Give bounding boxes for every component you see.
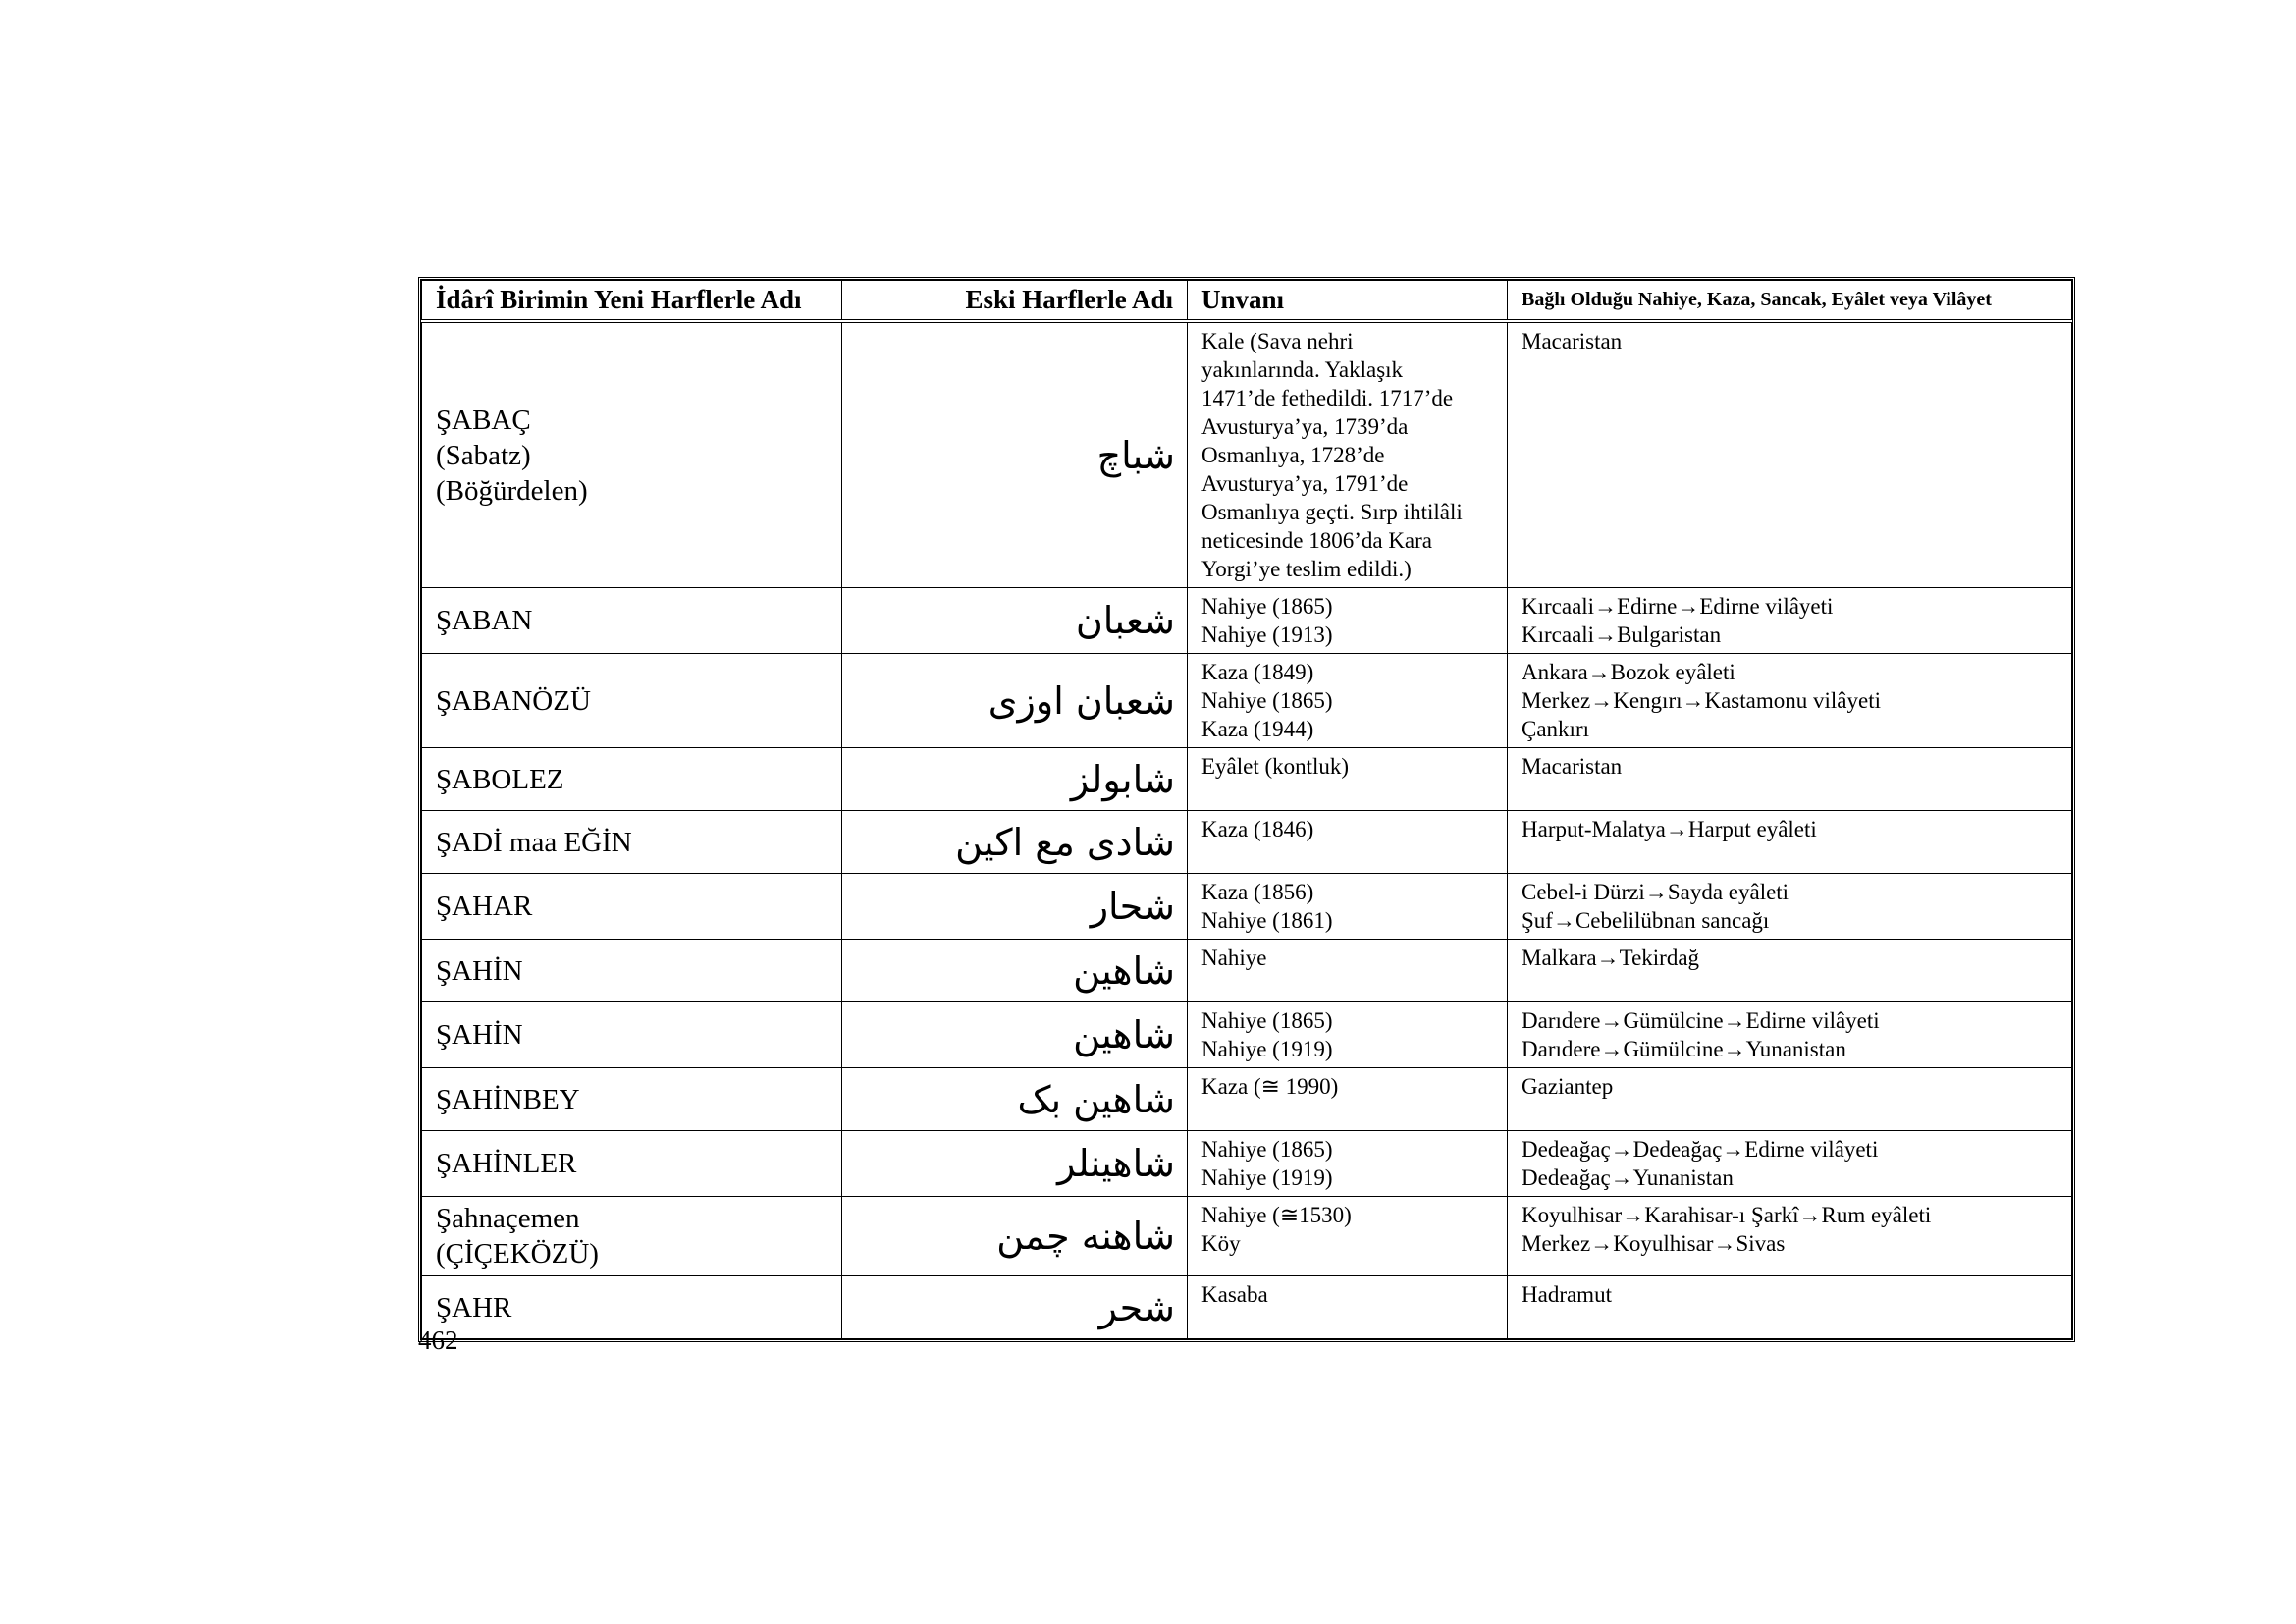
table-row [422,1197,2072,1276]
cell-title [1188,1197,1508,1276]
name-line: (Sabatz) [436,439,531,471]
table-row [422,874,2072,940]
title-line: Nahiye (1913) [1201,623,1333,647]
title-line: Kaza (1849) [1201,660,1314,684]
cell-affiliation [1508,654,2072,748]
cell-affiliation [1508,811,2072,874]
cell-old-name: شاهنه چمن [842,1197,1188,1276]
header-new-name: İdârî Birimin Yeni Harflerle Adı [422,281,842,322]
name-line: (Böğürdelen) [436,474,588,507]
title-line: Kaza (1846) [1201,817,1314,841]
cell-new-name [422,321,842,588]
name-line: ŞAHİN [436,1019,523,1051]
title-line: yakınlarında. Yaklaşık [1201,357,1404,382]
affiliation-line: Harput-Malatya→Harput eyâleti [1522,817,1817,841]
cell-title [1188,1068,1508,1131]
cell-new-name [422,1197,842,1276]
name-line: (ÇİÇEKÖZÜ) [436,1238,599,1270]
title-line: Köy [1201,1231,1241,1256]
affiliation-line: Dedeağaç→Yunanistan [1522,1165,1734,1190]
cell-new-name [422,748,842,811]
cell-new-name [422,1276,842,1339]
affiliation-line: Macaristan [1522,754,1623,779]
table-row [422,1002,2072,1068]
affiliation-line: Merkez→Koyulhisar→Sivas [1522,1231,1786,1256]
affiliation-line: Çankırı [1522,717,1589,741]
cell-title [1188,1002,1508,1068]
affiliation-line: Macaristan [1522,329,1623,353]
affiliation-line: Kırcaali→Bulgaristan [1522,623,1722,647]
title-line: Nahiye (1919) [1201,1037,1333,1061]
title-line: Eyâlet (kontluk) [1201,754,1350,779]
cell-old-name: شباچ [842,321,1188,588]
name-line: ŞABAN [436,605,533,636]
gazetteer-table [421,280,2072,1339]
cell-old-name: شابولز [842,748,1188,811]
cell-old-name: شاهينلر [842,1131,1188,1197]
cell-affiliation [1508,1002,2072,1068]
header-affiliation: Bağlı Olduğu Nahiye, Kaza, Sancak, Eyâlet veya Vilâyet [1508,281,2072,322]
table-row [422,811,2072,874]
cell-new-name [422,588,842,654]
cell-new-name [422,654,842,748]
table-row [422,1131,2072,1197]
title-line: Kaza (1944) [1201,717,1314,741]
name-line: ŞAHAR [436,891,533,922]
title-line: Nahiye (1865) [1201,594,1333,619]
table-row [422,940,2072,1002]
cell-affiliation [1508,1276,2072,1339]
table-header [422,281,2072,322]
affiliation-line: Şuf→Cebelilübnan sancağı [1522,908,1770,933]
name-line: ŞABANÖZÜ [436,684,591,717]
affiliation-line: Cebel-i Dürzi→Sayda eyâleti [1522,880,1789,904]
cell-new-name [422,1002,842,1068]
affiliation-line: Merkez→Kengırı→Kastamonu vilâyeti [1522,688,1881,713]
cell-title [1188,874,1508,940]
name-line: Şahnaçemen [436,1203,580,1234]
cell-old-name: شحر [842,1276,1188,1339]
name-line: ŞAHR [436,1291,512,1324]
title-line: Avusturya’ya, 1791’de [1201,471,1409,496]
table-row [422,654,2072,748]
table-row [422,748,2072,811]
header-title: Unvanı [1188,281,1508,322]
cell-title [1188,1276,1508,1339]
cell-affiliation [1508,940,2072,1002]
cell-old-name: شعبان اوزى [842,654,1188,748]
title-line: neticesinde 1806’da Kara [1201,528,1433,553]
cell-old-name: شعبان [842,588,1188,654]
name-line: ŞAHİNBEY [436,1083,580,1115]
header-row [422,281,2072,322]
name-line: ŞAHİN [436,954,523,987]
title-line: Avusturya’ya, 1739’da [1201,414,1409,439]
title-line: Osmanlıya geçti. Sırp ihtilâli [1201,500,1463,524]
cell-affiliation [1508,1068,2072,1131]
affiliation-line: Dedeağaç→Dedeağaç→Edirne vilâyeti [1522,1137,1879,1162]
header-old-name: Eski Harflerle Adı [842,281,1188,322]
gazetteer-table-frame [418,277,2075,1342]
cell-affiliation [1508,321,2072,588]
name-line: ŞADİ maa EĞİN [436,826,632,858]
affiliation-line: Kırcaali→Edirne→Edirne vilâyeti [1522,594,1834,619]
affiliation-line: Ankara→Bozok eyâleti [1522,660,1735,684]
title-line: Osmanlıya, 1728’de [1201,443,1385,467]
title-line: Kaza (1856) [1201,880,1314,904]
table-body [422,321,2072,1339]
title-line: Nahiye (1865) [1201,1008,1333,1033]
title-line: Kaza (≅ 1990) [1201,1074,1339,1099]
cell-new-name [422,874,842,940]
cell-title [1188,748,1508,811]
cell-affiliation [1508,1131,2072,1197]
page-number: 462 [418,1326,458,1355]
title-line: Kasaba [1201,1282,1268,1307]
table-row [422,588,2072,654]
cell-title [1188,588,1508,654]
cell-old-name: شاهين بک [842,1068,1188,1131]
title-line: Nahiye (≅1530) [1201,1203,1352,1227]
cell-affiliation [1508,1197,2072,1276]
title-line: 1471’de fethedildi. 1717’de [1201,386,1454,410]
cell-new-name [422,1131,842,1197]
cell-old-name: شاهين [842,940,1188,1002]
cell-old-name: شادى مع اكين [842,811,1188,874]
affiliation-line: Koyulhisar→Karahisar-ı Şarkî→Rum eyâleti [1522,1203,1932,1227]
table-row [422,1276,2072,1339]
title-line: Nahiye (1919) [1201,1165,1333,1190]
title-line: Yorgi’ye teslim edildi.) [1201,557,1412,581]
cell-new-name [422,811,842,874]
affiliation-line: Malkara→Tekirdağ [1522,946,1700,970]
cell-affiliation [1508,588,2072,654]
affiliation-line: Darıdere→Gümülcine→Yunanistan [1522,1037,1846,1061]
title-line: Nahiye (1865) [1201,1137,1333,1162]
title-line: Nahiye [1201,946,1267,970]
cell-new-name [422,940,842,1002]
affiliation-line: Gaziantep [1522,1074,1614,1099]
cell-title [1188,811,1508,874]
name-line: ŞABOLEZ [436,763,564,795]
cell-title [1188,321,1508,588]
affiliation-line: Darıdere→Gümülcine→Edirne vilâyeti [1522,1008,1880,1033]
affiliation-line: Hadramut [1522,1282,1612,1307]
title-line: Nahiye (1865) [1201,688,1333,713]
cell-title [1188,940,1508,1002]
cell-affiliation [1508,874,2072,940]
table-row [422,321,2072,588]
name-line: ŞABAÇ [436,404,531,436]
cell-old-name: شاهين [842,1002,1188,1068]
name-line: ŞAHİNLER [436,1148,577,1179]
cell-title [1188,654,1508,748]
title-line: Nahiye (1861) [1201,908,1333,933]
title-line: Kale (Sava nehri [1201,329,1354,353]
cell-old-name: شحار [842,874,1188,940]
cell-affiliation [1508,748,2072,811]
cell-title [1188,1131,1508,1197]
table-row [422,1068,2072,1131]
cell-new-name [422,1068,842,1131]
